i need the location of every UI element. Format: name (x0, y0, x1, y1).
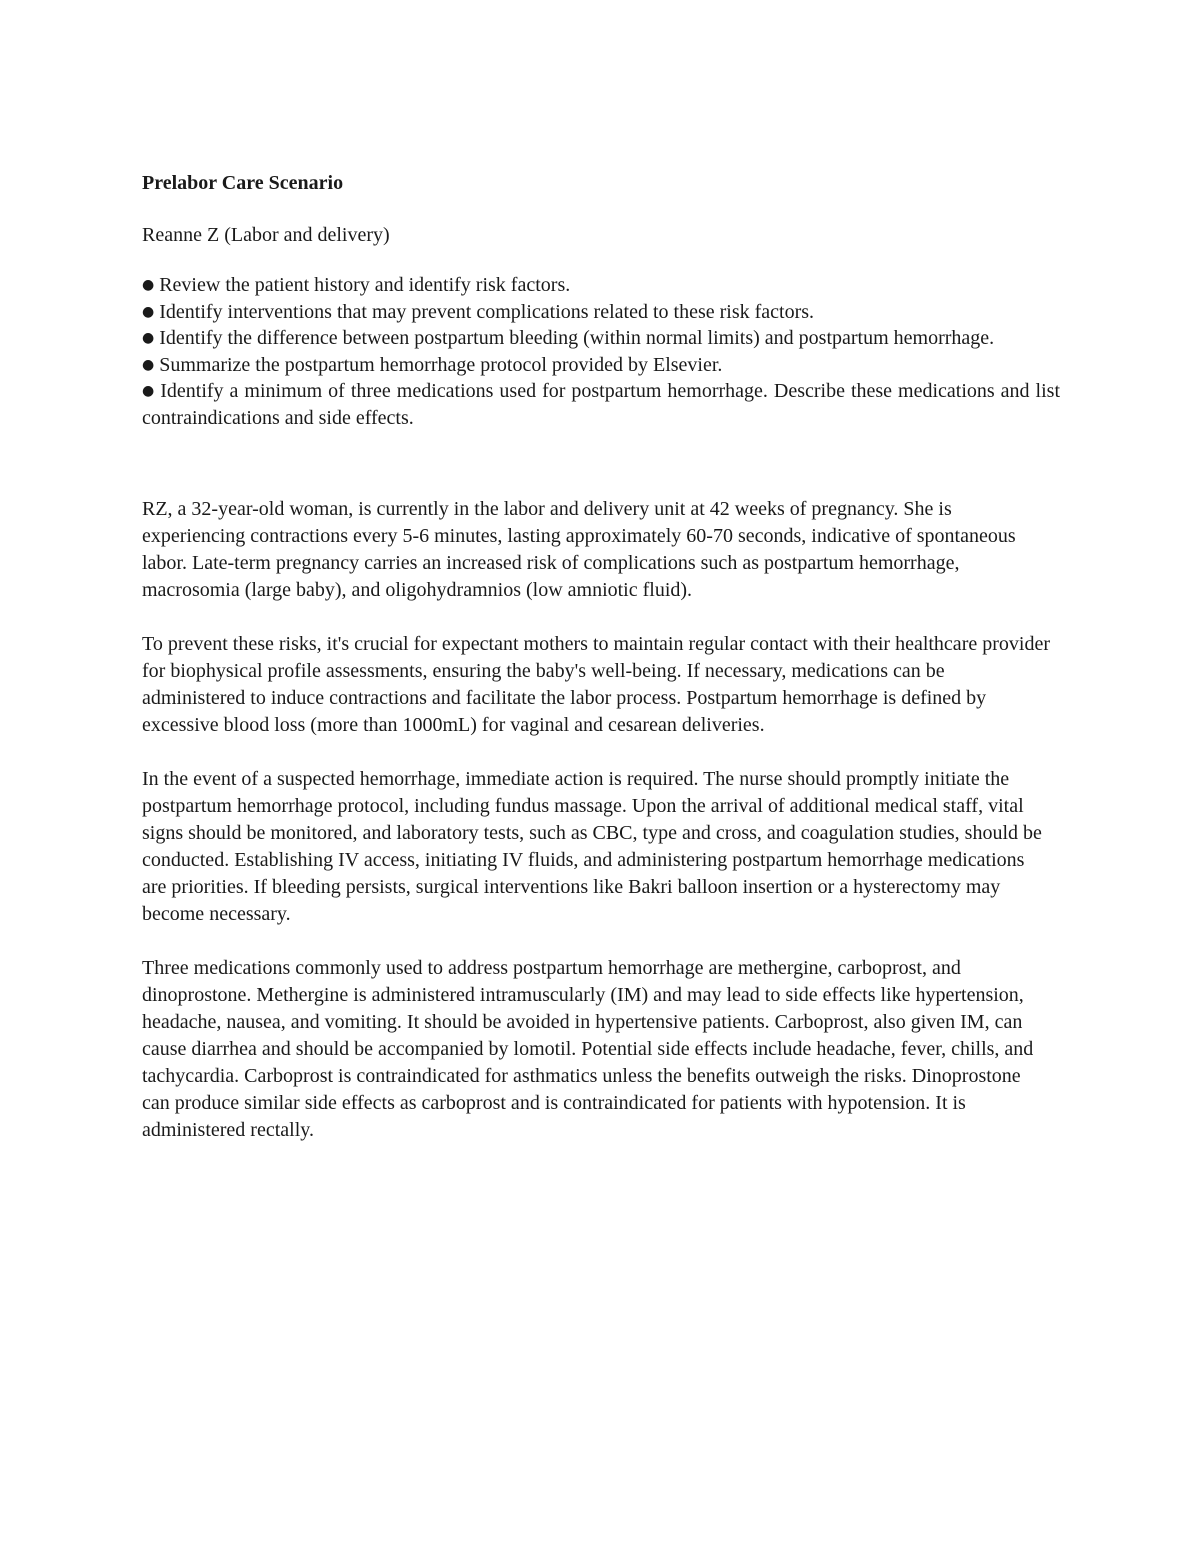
body-paragraph: Three medications commonly used to address postpartum hemorrhage are methergine, carboprost, and dinoprostone. Methergine is administered intramuscularly (IM) and may lead to side effects like hypertension, headache, nausea, and vomiting. It should be avoided in hypertensive patients. Carboprost, also given IM, can cause diarrhea and should be accompanied by lomotil. Potential side effects include headache, fever, chills, and tachycardia. Carboprost is contraindicated for asthmatics unless the benefits outweigh the risks. Dinoprostone can produce similar side effects as carboprost and is contraindicated for patients with hypotension. It is administered rectally. (142, 957, 1034, 1141)
bullet-text: Summarize the postpartum hemorrhage protocol provided by Elsevier. (159, 353, 723, 376)
bullet-icon: ● (142, 277, 155, 293)
bullet-icon: ● (142, 383, 156, 399)
bullet-item (142, 272, 1060, 299)
body-paragraph: RZ, a 32-year-old woman, is currently in the labor and delivery unit at 42 weeks of pregnancy. She is experiencing contractions every 5-6 minutes, lasting approximately 60-70 seconds, indicative of spontaneous labor. Late-term pregnancy carries an increased risk of complications such as postpartum hemorrhage, macrosomia (large baby), and oligohydramnios (low amniotic fluid). (142, 498, 1016, 601)
document-title: Prelabor Care Scenario (142, 172, 344, 194)
bullet-text: Review the patient history and identify risk factors. (159, 274, 571, 296)
bullet-icon: ● (142, 356, 155, 373)
body-paragraph: To prevent these risks, it's crucial for expectant mothers to maintain regular contact with their healthcare provider for biophysical profile assessments, ensuring the baby's well-being. If necessary, medications can be administered to induce contractions and facilitate the labor process. Postpartum hemorrhage is defined by excessive blood loss (more than 1000mL) for vaginal and cesarean deliveries. (142, 633, 1050, 736)
document-page (142, 168, 1060, 1171)
body-paragraph: In the event of a suspected hemorrhage, immediate action is required. The nurse should promptly initiate the postpartum hemorrhage protocol, including fundus massage. Upon the arrival of additional medical staff, vital signs should be monitored, and laboratory tests, such as CBC, type and cross, and coagulation studies, should be conducted. Establishing IV access, initiating IV fluids, and administering postpartum hemorrhage medications are priorities. If bleeding persists, surgical interventions like Bakri balloon insertion or a hysterectomy may become necessary. (142, 768, 1042, 925)
document-body (142, 496, 1060, 1144)
bullet-text: Identify a minimum of three medications used for postpartum hemorrhage. Describe these medications and list contraindications and side effects. (142, 380, 1061, 429)
bullet-text: Identify interventions that may prevent complications related to these risk factors. (159, 300, 815, 323)
bullet-item (142, 378, 1060, 431)
bullet-item (142, 325, 1060, 352)
task-bullet-list (142, 272, 1060, 431)
bullet-icon: ● (142, 303, 155, 320)
document-subtitle: Reanne Z (Labor and delivery) (142, 224, 390, 246)
bullet-item (142, 352, 1060, 379)
bullet-text: Identify the difference between postpartum bleeding (within normal limits) and postpartum hemorrhage. (159, 327, 995, 349)
bullet-item (142, 299, 1060, 326)
bullet-icon: ● (142, 330, 155, 346)
